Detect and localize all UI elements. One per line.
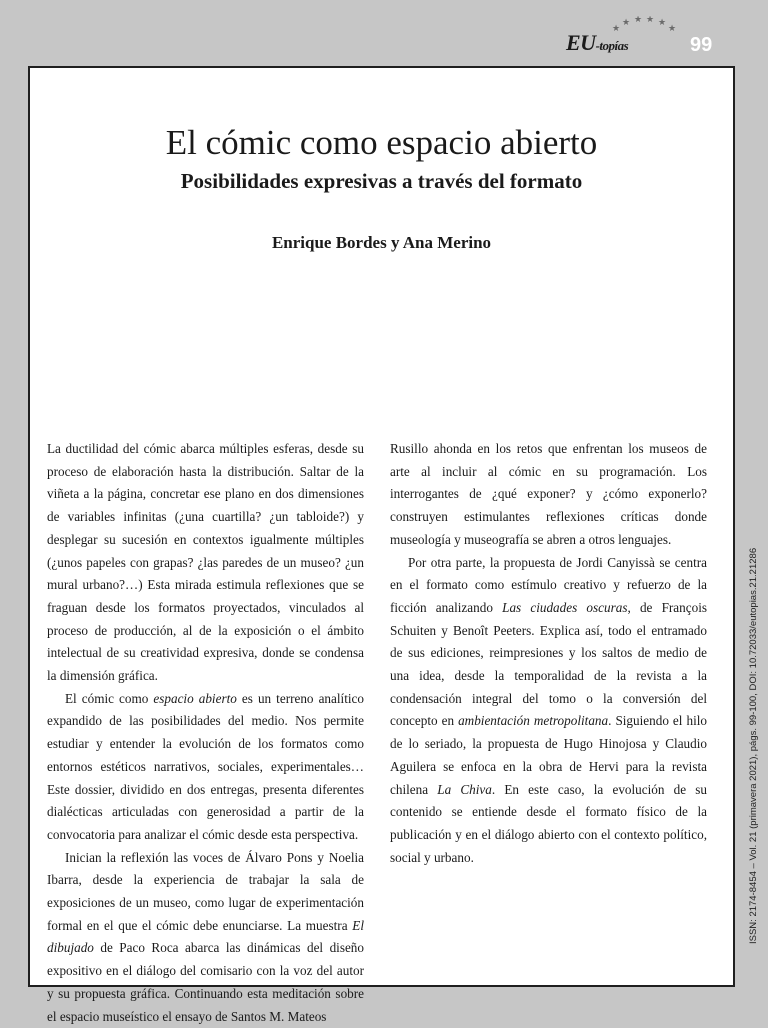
paragraph-2: El cómic como espacio abierto es un terreno analítico expandido de las posibilidades del medio. Nos permite estudiar y entender la evolución de los formatos como entornos estéticos narrativos, sociales, experimentales… Este dossier, dividido en dos entregas, presenta diferentes dialécticas articuladas con generosidad a partir de la convocatoria para analizar el cómic desde esta perspectiva. xyxy=(47,690,364,842)
emphasis: La Chiva xyxy=(437,781,492,797)
paragraph-3: Inician la reflexión las voces de Álvaro Pons y Noelia Ibarra, desde la experiencia de trabajar la sala de exposiciones de un museo, como lugar de experimentación formal en el que el cómic debe enunciarse. La muestra El dibujado de Paco Roca abarca las dinámicas del diseño expositivo en el diálogo del comisario con la voz del autor y su propuesta gráfica. Continuando esta meditación sobre el espacio museístico el ensayo de Santos M. Mateos xyxy=(47,849,364,1024)
svg-text:★: ★ xyxy=(622,17,631,27)
logo-text: EU-topías xyxy=(566,30,629,55)
svg-text:★: ★ xyxy=(634,16,643,24)
body-column-left xyxy=(47,438,364,1028)
svg-text:★: ★ xyxy=(658,17,667,27)
paragraph-3-continued: Rusillo ahonda en los retos que enfrentan los museos de arte al incluir al cómic en su programación. Los interrogantes de ¿qué exponer? y ¿cómo exponerlo? construyen estimulantes reflexiones críticas donde museología y museografía se abren a otros lenguajes. xyxy=(390,441,707,547)
issn-doi-sidebar: ISSN: 2174-8454 – Vol. 21 (primavera 2021), págs. 99-100, DOI: 10.72033/eutopias.21.21286 xyxy=(748,547,759,944)
emphasis: espacio abierto xyxy=(153,690,237,706)
svg-text:★: ★ xyxy=(612,23,621,33)
svg-text:★: ★ xyxy=(668,23,677,33)
article-authors: Enrique Bordes y Ana Merino xyxy=(271,233,492,252)
article-title: El cómic como espacio abierto xyxy=(165,123,598,162)
article-subtitle: Posibilidades expresivas a través del formato xyxy=(180,169,583,193)
emphasis: El dibujado xyxy=(47,917,364,956)
star-icon xyxy=(610,16,680,34)
page-header xyxy=(0,0,768,66)
paragraph-4: Por otra parte, la propuesta de Jordi Canyissà se centra en el formato como estímulo creativo y refuerzo de la ficción analizando Las ciudades oscuras, de François Schuiten y Benoît Peeters. Explica así, todo el entramado de sus ediciones, reimpresiones y los saltos de medio de una idea, desde la temporalidad de la revista a la condensación integral del tomo o la conversión del concepto en ambientación metropolitana. Siguiendo el hilo de lo seriado, la propuesta de Hugo Hinojosa y Claudio Aguilera se enfoca en la obra de Hervi para la revista chilena La Chiva. En este caso, la evolución de su contenido se entiende desde el formato físico de la publicación y en el diálogo abierto con el contexto político, social y urbano. xyxy=(390,554,707,865)
body-column-right xyxy=(390,438,707,869)
emphasis: Las ciudades oscuras xyxy=(502,599,628,615)
page-frame xyxy=(28,66,735,1024)
svg-text:★: ★ xyxy=(646,16,655,24)
paragraph-1: La ductilidad del cómic abarca múltiples esferas, desde su proceso de elaboración hasta la distribución. Saltar de la viñeta a la página, concretar ese plano en dos dimensiones de variables infinitas (¿una cuartilla? ¿un tabloide?) y desplegar su sucesión en contextos igualmente múltiples (¿unos papeles con grapas? ¿las paredes de un museo? ¿un mural urbano?…) Esta mirada estimula reflexiones que se fraguan desde los formatos proyectados, vinculados al proceso de producción, al de la exposición o el ámbito intelectual de su creatividad expresiva, donde se condensa la dimensión gráfica. xyxy=(47,441,364,684)
emphasis: ambientación metropolitana xyxy=(458,713,609,729)
journal-logo xyxy=(566,16,677,56)
page-number: 99 xyxy=(690,34,713,56)
